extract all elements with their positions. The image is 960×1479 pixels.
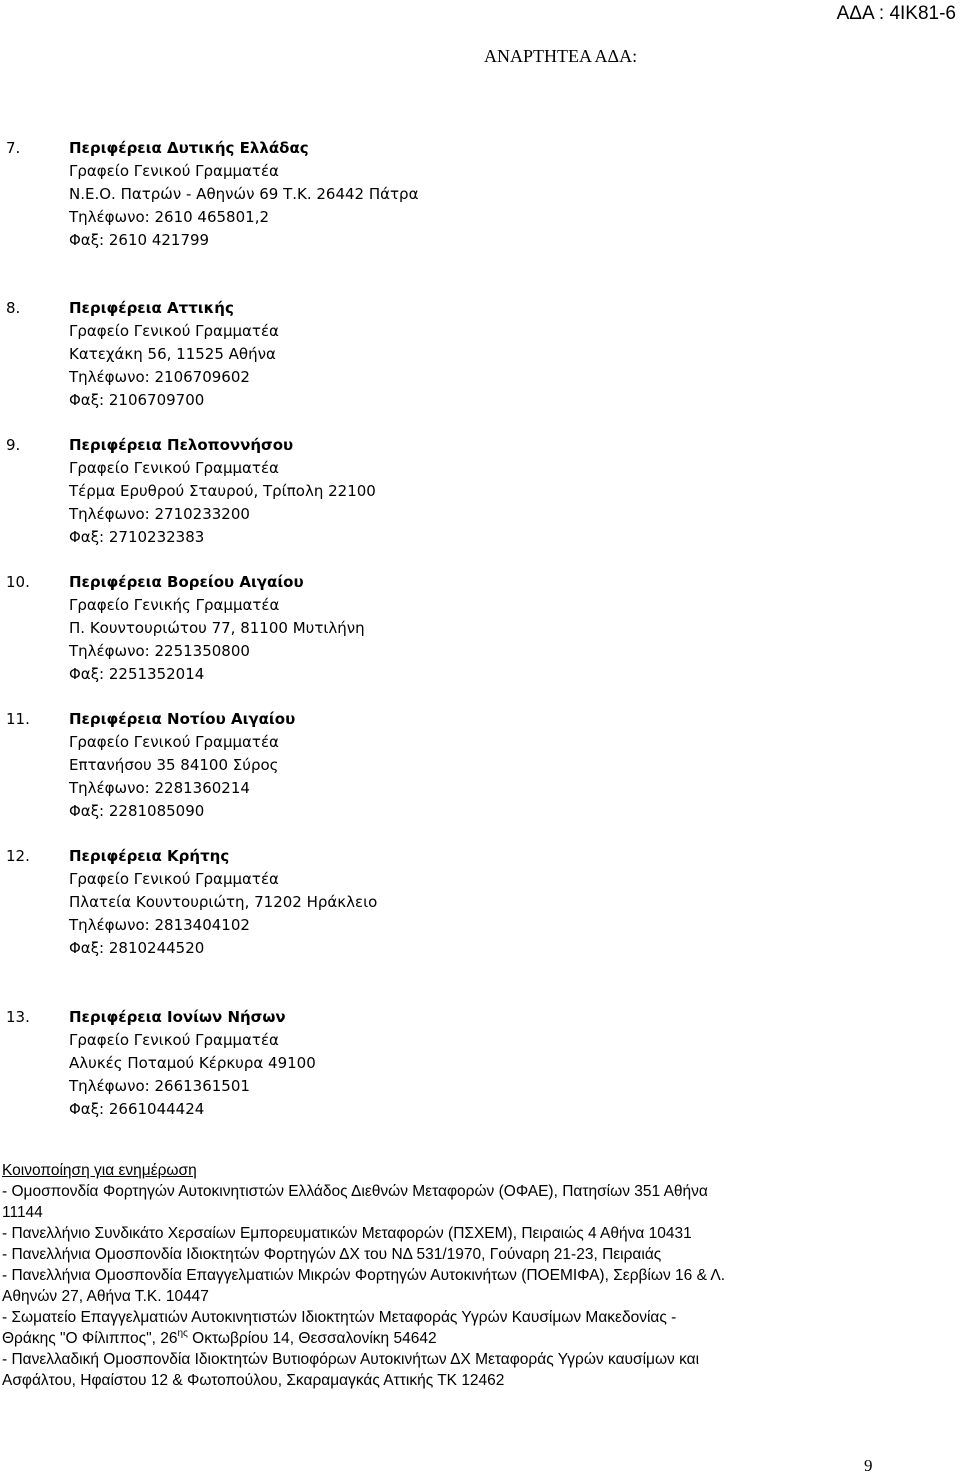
region-fax: Φαξ: 2251352014 [69, 665, 205, 683]
notification-item-cont: Ασφάλτου, Ηφαίστου 12 & Φωτοπούλου, Σκαραμαγκάς Αττικής ΤΚ 12462 [2, 1372, 505, 1389]
notification-item: - Σωματείο Επαγγελματιών Αυτοκινητιστών Ιδιοκτητών Μεταφοράς Υγρών Καυσίμων Μακεδονίας - [2, 1309, 677, 1326]
region-office: Γραφείο Γενικού Γραμματέα [69, 459, 279, 477]
notification-heading: Κοινοποίηση για ενημέρωση [2, 1162, 197, 1179]
region-phone: Τηλέφωνο: 2106709602 [69, 368, 250, 386]
region-number: 12. [6, 847, 30, 865]
region-office: Γραφείο Γενικού Γραμματέα [69, 162, 279, 180]
region-phone: Τηλέφωνο: 2710233200 [69, 505, 250, 523]
region-address: Αλυκές Ποταμού Κέρκυρα 49100 [69, 1054, 316, 1072]
region-number: 13. [6, 1008, 30, 1026]
region-title: Περιφέρεια Αττικής [69, 299, 234, 317]
region-title: Περιφέρεια Κρήτης [69, 847, 230, 865]
region-phone: Τηλέφωνο: 2251350800 [69, 642, 250, 660]
region-office: Γραφείο Γενικής Γραμματέα [69, 596, 280, 614]
notification-item-cont: 11144 [2, 1204, 43, 1221]
region-office: Γραφείο Γενικού Γραμματέα [69, 870, 279, 888]
notification-item: - Πανελλαδική Ομοσπονδία Ιδιοκτητών Βυτιοφόρων Αυτοκινήτων ΔΧ Μεταφοράς Υγρών καυσίμων και [2, 1351, 700, 1368]
notification-section [2, 1160, 902, 1391]
region-address: Κατεχάκη 56, 11525 Αθήνα [69, 345, 276, 363]
region-number: 11. [6, 710, 30, 728]
page-number: 9 [864, 1456, 873, 1475]
region-number: 8. [6, 299, 21, 317]
region-phone: Τηλέφωνο: 2610 465801,2 [69, 208, 270, 226]
region-phone: Τηλέφωνο: 2281360214 [69, 779, 250, 797]
region-address: Τέρμα Ερυθρού Σταυρού, Τρίπολη 22100 [69, 482, 376, 500]
anarthtea-label: ΑΝΑΡΤΗΤΕΑ ΑΔΑ: [484, 46, 638, 66]
region-office: Γραφείο Γενικού Γραμματέα [69, 1031, 279, 1049]
notification-item: - Πανελλήνιο Συνδικάτο Χερσαίων Εμπορευματικών Μεταφορών (ΠΣΧΕΜ), Πειραιώς 4 Αθήνα 10431 [2, 1225, 692, 1242]
region-fax: Φαξ: 2610 421799 [69, 231, 210, 249]
region-title: Περιφέρεια Νοτίου Αιγαίου [69, 710, 296, 728]
notification-item: - Πανελλήνια Ομοσπονδία Επαγγελματιών Μικρών Φορτηγών Αυτοκινήτων (ΠΟΕΜΙΦΑ), Σερβίων 16 & Λ. [2, 1267, 726, 1284]
region-address: Επτανήσου 35 84100 Σύρος [69, 756, 279, 774]
region-office: Γραφείο Γενικού Γραμματέα [69, 733, 279, 751]
region-office: Γραφείο Γενικού Γραμματέα [69, 322, 279, 340]
notification-item: - Πανελλήνια Ομοσπονδία Ιδιοκτητών Φορτηγών ΔΧ του ΝΔ 531/1970, Γούναρη 21-23, Πειραιάς [2, 1246, 662, 1263]
region-fax: Φαξ: 2106709700 [69, 391, 205, 409]
region-address: Πλατεία Κουντουριώτη, 71202 Ηράκλειο [69, 893, 378, 911]
region-title: Περιφέρεια Βορείου Αιγαίου [69, 573, 304, 591]
region-address: Ν.Ε.Ο. Πατρών - Αθηνών 69 Τ.Κ. 26442 Πάτρα [69, 185, 419, 203]
region-title: Περιφέρεια Ιονίων Νήσων [69, 1008, 286, 1026]
region-fax: Φαξ: 2661044424 [69, 1100, 205, 1118]
region-number: 7. [6, 139, 21, 157]
ordinal-suffix: ης [177, 1328, 188, 1339]
region-number: 9. [6, 436, 21, 454]
notification-text: Θράκης "Ο Φίλιππος", 26 [2, 1330, 178, 1347]
notification-text: Οκτωβρίου 14, Θεσσαλονίκη 54642 [187, 1330, 437, 1347]
notification-item: - Ομοσπονδία Φορτηγών Αυτοκινητιστών Ελλάδος Διεθνών Μεταφορών (ΟΦΑΕ), Πατησίων 351 Αθήνα [2, 1183, 708, 1200]
region-phone: Τηλέφωνο: 2813404102 [69, 916, 250, 934]
region-fax: Φαξ: 2710232383 [69, 528, 205, 546]
notification-item-cont: Αθηνών 27, Αθήνα Τ.Κ. 10447 [2, 1288, 209, 1305]
region-fax: Φαξ: 2281085090 [69, 802, 205, 820]
ada-code: ΑΔΑ : 4ΙΚ81-6 [836, 3, 956, 24]
region-title: Περιφέρεια Δυτικής Ελλάδας [69, 139, 309, 157]
region-phone: Τηλέφωνο: 2661361501 [69, 1077, 250, 1095]
region-number: 10. [6, 573, 30, 591]
notification-item-cont [2, 1328, 902, 1349]
region-fax: Φαξ: 2810244520 [69, 939, 205, 957]
region-address: Π. Κουντουριώτου 77, 81100 Μυτιλήνη [69, 619, 365, 637]
region-title: Περιφέρεια Πελοποννήσου [69, 436, 294, 454]
